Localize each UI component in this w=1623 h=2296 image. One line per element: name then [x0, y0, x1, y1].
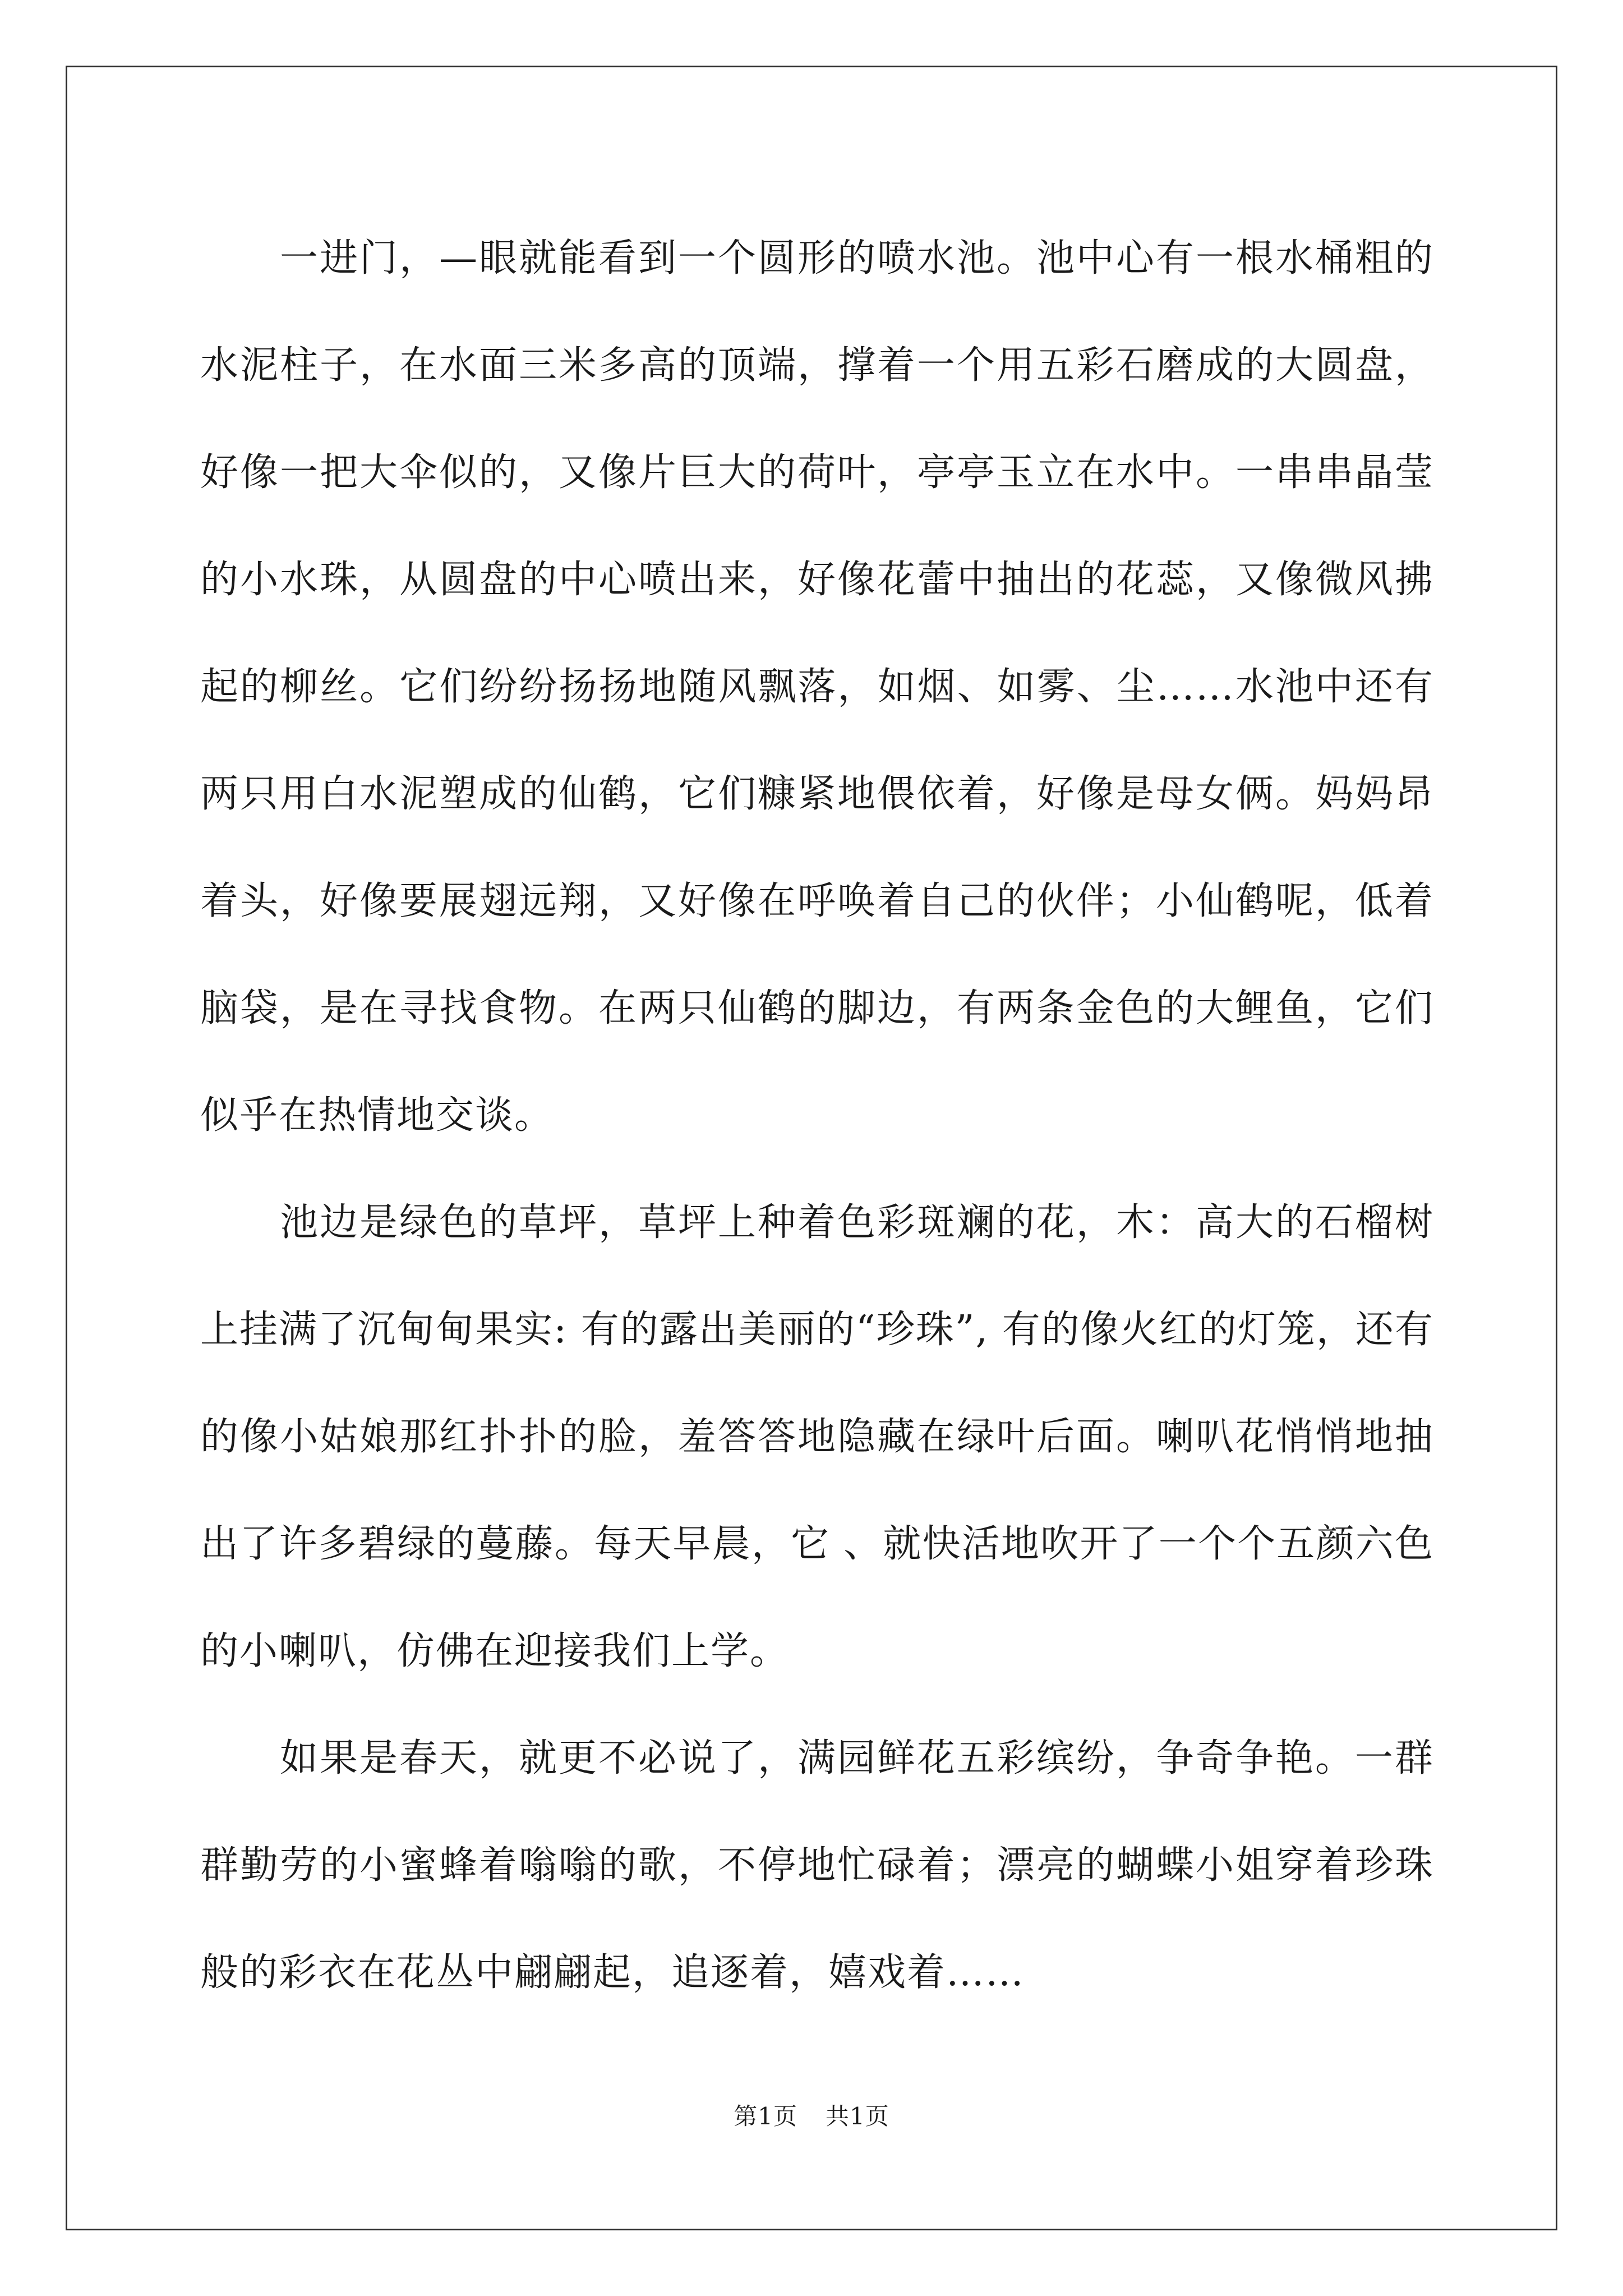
page-number-current: 第1页 — [734, 2102, 797, 2130]
paragraph-spring: 如果是春天，就更不必说了，满园鲜花五彩缤纷，争奇争艳。一群群勤劳的小蜜蜂着嗡嗡的歌，不停地忙碌着；漂亮的蝴蝶小姐穿着珍珠般的彩衣在花丛中翩翩起，追逐着，嬉戏着…… — [200, 1736, 1434, 1995]
page-footer — [0, 2098, 1623, 2132]
paragraph-fountain: 一进门，—眼就能看到一个圆形的喷水池。池中心有一根水桶粗的水泥柱子，在水面三米多高的顶端，撑着一个用五彩石磨成的大圆盘，好像一把大伞似的，又像片巨大的荷叶，亭亭玉立在水中。一串串晶莹的小水珠，从圆盘的中心喷出来，好像花蕾中抽出的花蕊，又像微风拂起的柳丝。它们纷纷扬扬地随风飘落，如烟、如雾、尘……水池中还有两只用白水泥塑成的仙鹤，它们糠紧地偎依着，好像是母女俩。妈妈昂着头，好像要展翅远翔，又好像在呼唤着自己的伙伴；小仙鹤呢，低着脑袋，是在寻找食物。在两只仙鹤的脚边，有两条金色的大鲤鱼，它们似乎在热情地交谈。 — [200, 236, 1434, 1138]
page-number-total: 共1页 — [826, 2102, 889, 2130]
document-body — [200, 205, 1434, 2026]
paragraph-lawn: 池边是绿色的草坪，草坪上种着色彩斑斓的花，木：高大的石榴树上挂满了沉甸甸果实: 有的露出美丽的“珍珠”, 有的像火红的灯笼，还有的像小姑娘那红扑扑的脸，羞答答地隐藏在绿叶后面。喇叭花悄悄地抽出了许多碧绿的蔓藤。每天早晨，它 、就快活地吹开了一个个五颜六色的小喇叭，仿佛在迎接我们上学。 — [200, 1200, 1434, 1673]
